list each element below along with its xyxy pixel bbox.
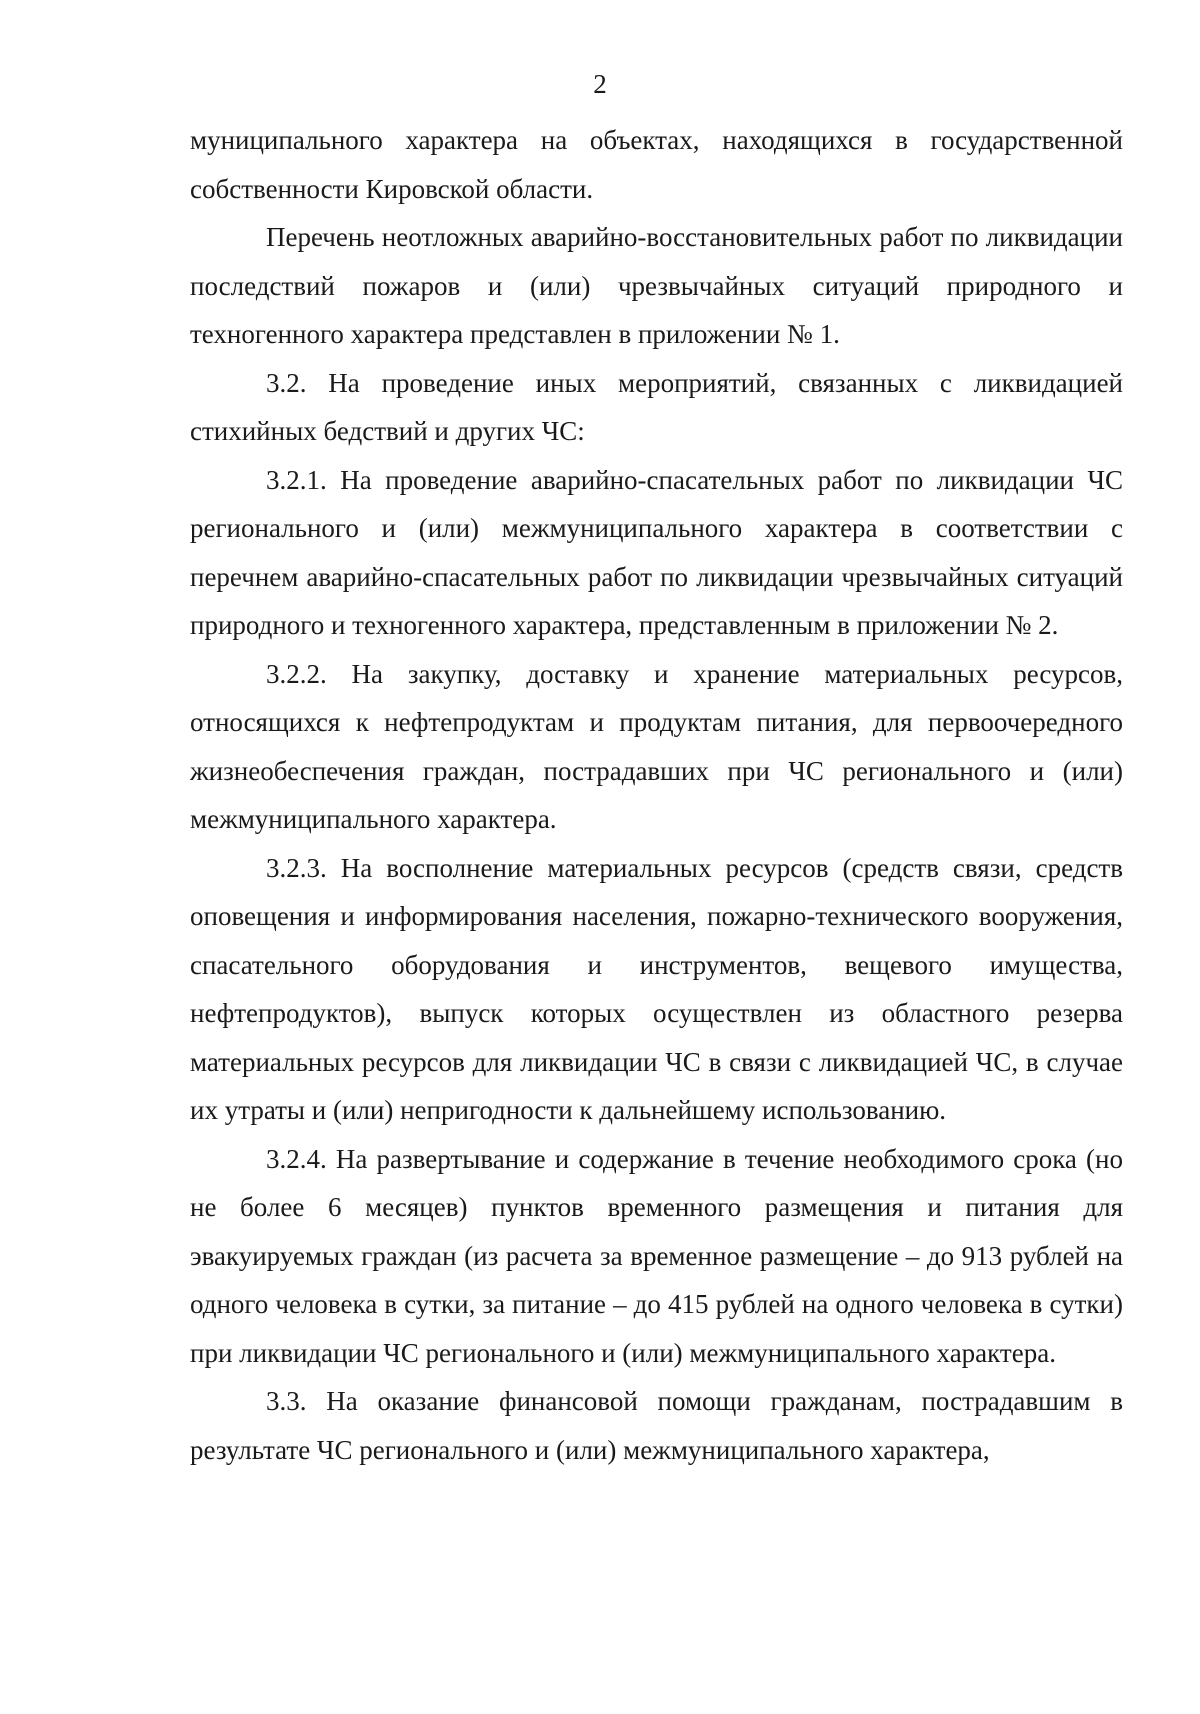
document-body [190,116,1123,1474]
paragraph-3-2-4: 3.2.4. На развертывание и содержание в течение необходимого срока (но не более 6 месяцев) пунктов временного размещения и питания для эвакуируемых граждан (из расчета за временное размещение – до 913 рублей на одного человека в сутки, за питание – до 415 рублей на одного человека в сутки) при ликвидации ЧС регионального и (или) межмуниципального характера. [190,1143,1123,1368]
paragraph-emergency-works-list: Перечень неотложных аварийно-восстановительных работ по ликвидации последствий пожаров и (или) чрезвычайных ситуаций природного и техногенного характера представлен в приложении № 1. [190,222,1123,349]
paragraph-3-3: 3.3. На оказание финансовой помощи гражданам, пострадавшим в результате ЧС регионального и (или) межмуниципального характера, [190,1386,1123,1465]
paragraph-3-2-2: 3.2.2. На закупку, доставку и хранение материальных ресурсов, относящихся к нефтепродуктам и продуктам питания, для первоочередного жизнеобеспечения граждан, пострадавших при ЧС регионального и (или) межмуниципального характера. [190,658,1123,834]
paragraph-3-2-3: 3.2.3. На восполнение материальных ресурсов (средств связи, средств оповещения и информирования населения, пожарно-технического вооружения, спасательного оборудования и инструментов, вещевого имущества, нефтепродуктов), выпуск которых осуществлен из областного резерва материальных ресурсов для ликвидации ЧС в связи с ликвидацией ЧС, в случае их утраты и (или) непригодности к дальнейшему использованию. [190,852,1123,1125]
paragraph-3-2-1: 3.2.1. На проведение аварийно-спасательных работ по ликвидации ЧС регионального и (или) межмуниципального характера в соответствии с перечнем аварийно-спасательных работ по ликвидации чрезвычайных ситуаций природного и техногенного характера, представленным в приложении № 2. [190,464,1123,640]
paragraph-3-2: 3.2. На проведение иных мероприятий, связанных с ликвидацией стихийных бедствий и других ЧС: [190,367,1123,446]
paragraph-continuation: муниципального характера на объектах, находящихся в государственной собственности Кировской области. [190,125,1123,204]
page-number: 2 [593,69,607,99]
